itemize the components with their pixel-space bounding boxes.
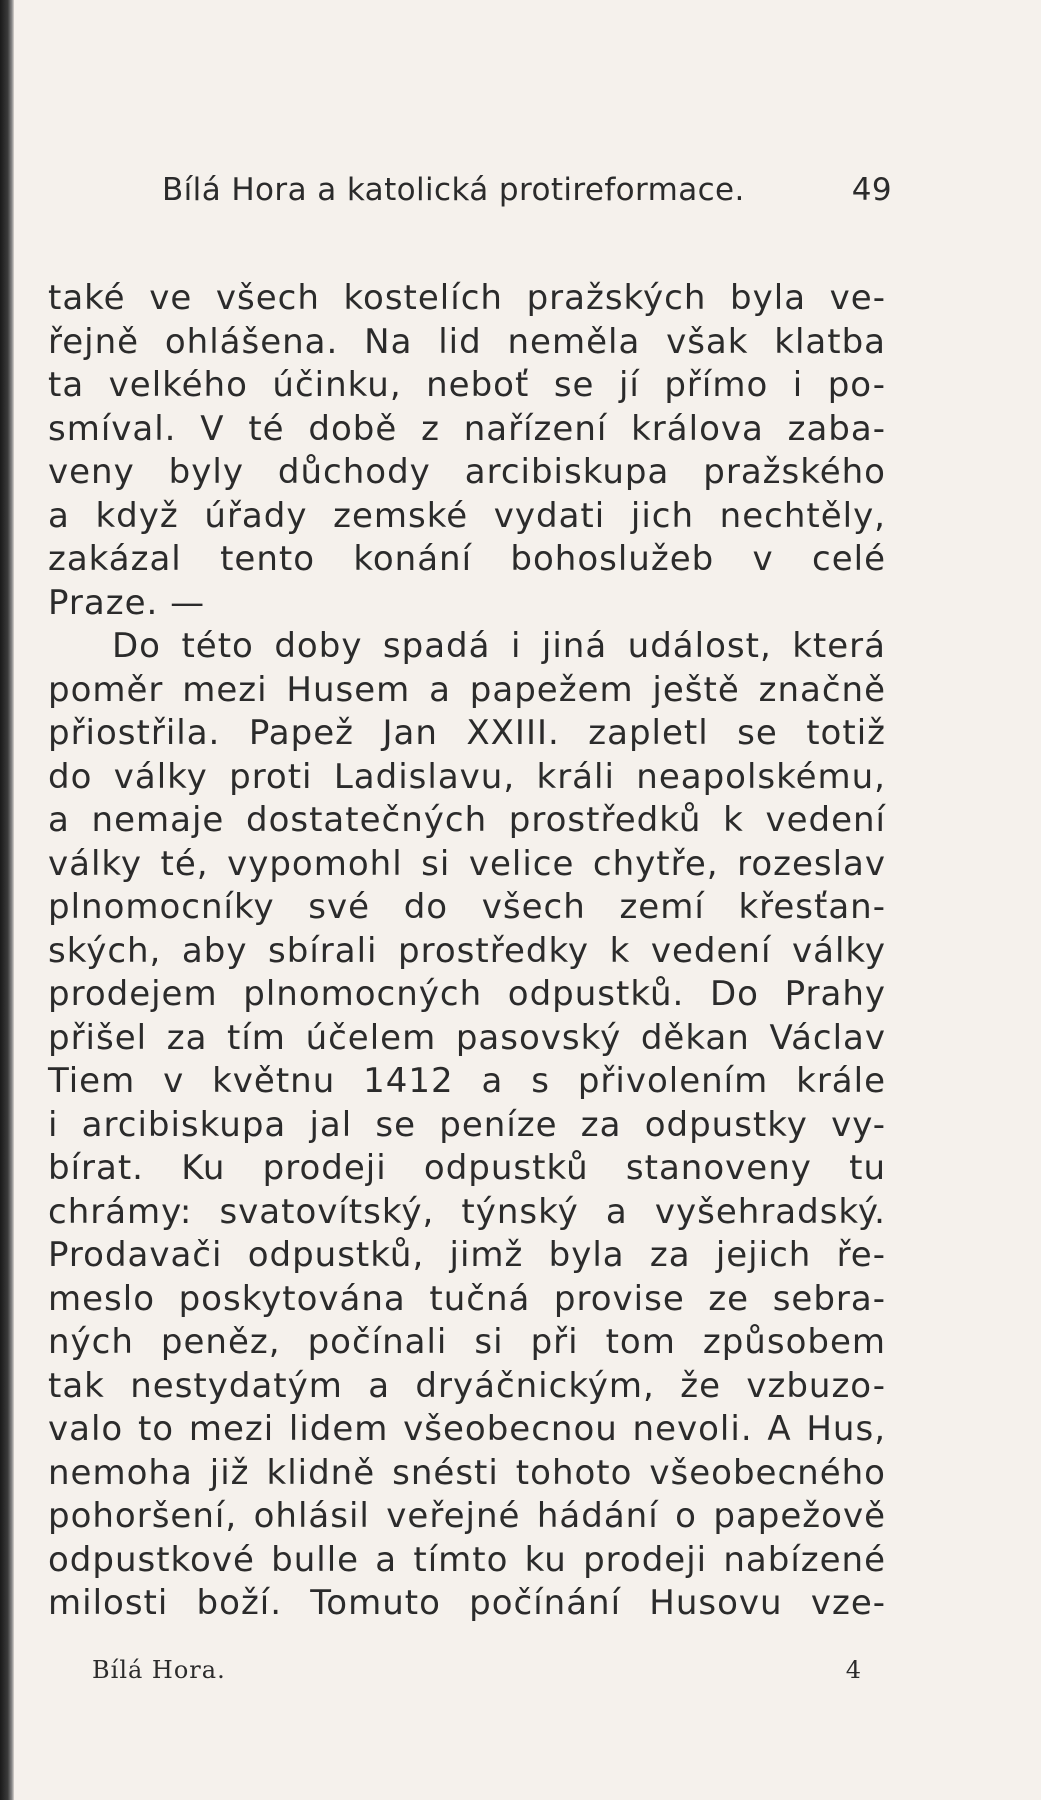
printer-signature: Bílá Hora.	[92, 1656, 226, 1684]
text-line: přiostřila. Papež Jan XXIII. zapletl se totiž	[48, 713, 886, 753]
text-line: veny byly důchody arcibiskupa pražského	[48, 452, 886, 492]
text-line: odpustkové bulle a tímto ku prodeji nabízené	[48, 1539, 886, 1580]
text-line: do války proti Ladislavu, králi neapolskému,	[48, 756, 886, 797]
running-head-title: Bílá Hora a katolická protireformace.	[162, 172, 745, 208]
text-line: prodejem plnomocných odpustků. Do Prahy	[48, 974, 886, 1014]
text-line: nemoha již klidně snésti tohoto všeobecného	[48, 1452, 886, 1493]
text-line: smíval. V té době z nařízení králova zaba-	[48, 408, 886, 449]
text-line: valo to mezi lidem všeobecnou nevoli. A Hus,	[48, 1409, 886, 1449]
text-line: ta velkého účinku, neboť se jí přímo i po-	[48, 365, 886, 405]
text-line: milosti boží. Tomuto počínání Husovu vze-	[48, 1583, 886, 1623]
text-line: a když úřady zemské vydati jich nechtěly,	[48, 495, 886, 536]
text-line: plnomocníky své do všech zemí křesťan-	[48, 887, 886, 927]
text-line: bírat. Ku prodeji odpustků stanoveny tu	[48, 1148, 886, 1188]
text-line: pohoršení, ohlásil veřejné hádání o papežově	[48, 1496, 886, 1536]
text-line: Praze. —	[48, 582, 206, 623]
running-head	[162, 168, 892, 212]
text-line: chrámy: svatovítský, týnský a vyšehradský.	[48, 1191, 886, 1232]
text-line: přišel za tím účelem pasovský děkan Václav	[48, 1017, 886, 1058]
text-line: poměr mezi Husem a papežem ještě značně	[48, 669, 886, 710]
page-footer	[92, 1652, 862, 1688]
text-line: také ve všech kostelích pražských byla ve-	[48, 278, 886, 318]
text-line: Tiem v květnu 1412 a s přivolením krále	[48, 1061, 886, 1101]
body-text	[48, 277, 886, 1626]
text-line: tak nestydatým a dryáčnickým, že vzbuzo-	[48, 1365, 886, 1406]
paragraph-start-line: Do této doby spadá i jiná událost, která	[112, 626, 886, 666]
sheet-number: 4	[845, 1656, 862, 1684]
text-line: řejně ohlášena. Na lid neměla však klatba	[48, 321, 886, 362]
text-line: a nemaje dostatečných prostředků k vedení	[48, 800, 886, 840]
text-line: i arcibiskupa jal se peníze za odpustky vy-	[48, 1104, 886, 1145]
book-spine-edge	[0, 0, 14, 1800]
text-line: Prodavači odpustků, jimž byla za jejich ře-	[48, 1235, 886, 1275]
page-number: 49	[851, 172, 892, 208]
text-line: zakázal tento konání bohoslužeb v celé	[48, 539, 886, 579]
text-line: ských, aby sbírali prostředky k vedení války	[48, 930, 886, 971]
text-line: války té, vypomohl si velice chytře, rozeslav	[48, 843, 886, 884]
text-line: meslo poskytována tučná provise ze sebra-	[48, 1278, 886, 1319]
text-line: ných peněz, počínali si při tom způsobem	[48, 1322, 886, 1362]
